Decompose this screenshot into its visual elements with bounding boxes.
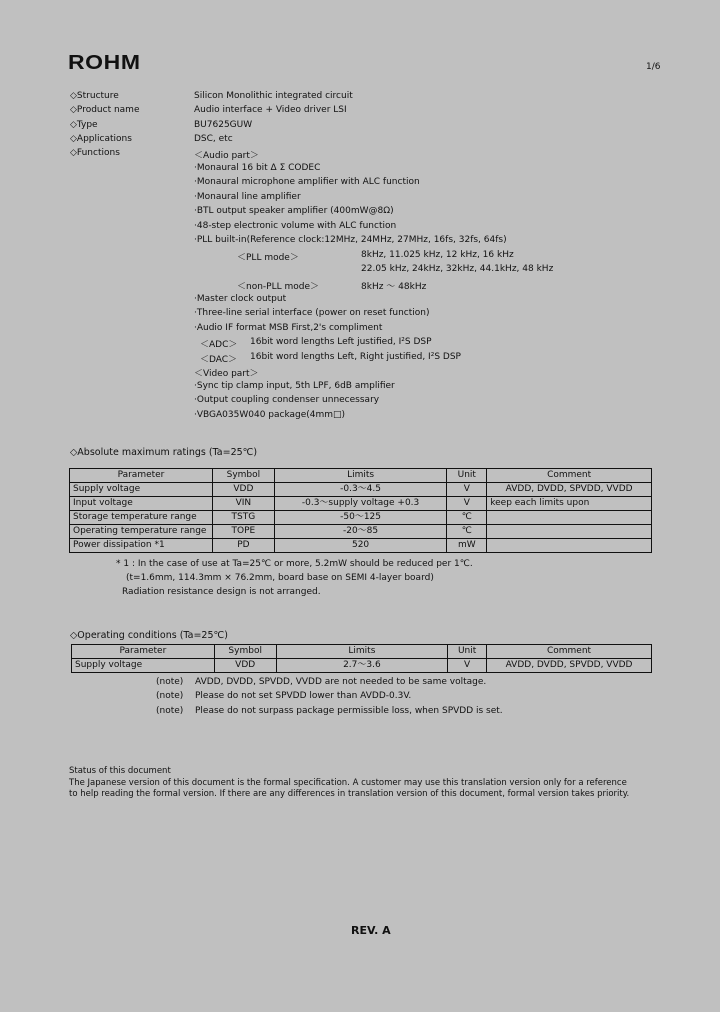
col-header: Symbol [214, 645, 276, 659]
cell-limits: 2.7～3.6 [276, 659, 448, 673]
table-row [70, 525, 652, 539]
cell-comment: keep each limits upon [487, 497, 652, 511]
audio-part-heading: ＜Audio part＞ [194, 151, 259, 161]
page-number: 1/6 [646, 62, 661, 72]
status-title: Status of this document [69, 766, 171, 776]
dac-format: 16bit word lengths Left, Right justified, I²S DSP [250, 352, 461, 362]
cell-limits: -20～85 [274, 525, 447, 539]
cell-limits: -0.3～supply voltage +0.3 [274, 497, 447, 511]
abs-max-table [69, 468, 652, 553]
cell-parameter: Storage temperature range [70, 511, 213, 525]
function-item: ·Master clock output [194, 294, 287, 304]
label-applications: ◇Applications [70, 134, 132, 144]
label-type: ◇Type [70, 120, 98, 130]
video-part-heading: ＜Video part＞ [194, 369, 259, 379]
pll-mode-freqs-2: 22.05 kHz, 24kHz, 32kHz, 44.1kHz, 48 kHz [361, 264, 554, 274]
video-item: ·Sync tip clamp input, 5th LPF, 6dB amplifier [194, 381, 395, 391]
non-pll-mode-freqs: 8kHz ～ 48kHz [361, 282, 427, 292]
rohm-logo: ROHM [68, 52, 141, 74]
note-tag: (note) [156, 677, 184, 687]
cell-parameter: Input voltage [70, 497, 213, 511]
pll-mode-freqs-1: 8kHz, 11.025 kHz, 12 kHz, 16 kHz [361, 250, 514, 260]
cell-unit: V [448, 659, 487, 673]
col-header: Comment [487, 469, 652, 483]
function-item: ·Monaural 16 bit Δ Σ CODEC [194, 163, 321, 173]
cell-parameter: Operating temperature range [70, 525, 213, 539]
label-product-name: ◇Product name [70, 105, 140, 115]
table-row [70, 497, 652, 511]
adc-format: 16bit word lengths Left justified, I²S DSP [250, 337, 432, 347]
cell-comment [487, 539, 652, 553]
cell-comment [487, 511, 652, 525]
value-type: BU7625GUW [194, 120, 253, 130]
note-tag: (note) [156, 691, 184, 701]
cell-limits: -0.3～4.5 [274, 483, 447, 497]
footnote: * 1 : In the case of use at Ta=25℃ or more, 5.2mW should be reduced per 1℃. [116, 559, 473, 569]
note-text: AVDD, DVDD, SPVDD, VVDD are not needed to be same voltage. [195, 677, 487, 687]
table-header-row [70, 469, 652, 483]
abs-max-title: ◇Absolute maximum ratings (Ta=25℃) [70, 447, 258, 458]
function-item: ·BTL output speaker amplifier (400mW@8Ω) [194, 206, 394, 216]
cell-limits: -50～125 [274, 511, 447, 525]
table-row [72, 659, 652, 673]
op-cond-title: ◇Operating conditions (Ta=25℃) [70, 630, 228, 641]
table-row [70, 539, 652, 553]
cell-unit: V [447, 483, 487, 497]
cell-comment: AVDD, DVDD, SPVDD, VVDD [487, 483, 652, 497]
value-applications: DSC, etc [194, 134, 233, 144]
video-item: ·Output coupling condenser unnecessary [194, 395, 380, 405]
status-text-line2: to help reading the formal version. If there are any differences in translation version of this document, formal version takes priority. [69, 789, 630, 799]
function-item: ·Monaural line amplifier [194, 192, 301, 202]
function-item: ·48-step electronic volume with ALC function [194, 221, 397, 231]
cell-unit: mW [447, 539, 487, 553]
cell-symbol: TSTG [212, 511, 274, 525]
cell-unit: V [447, 497, 487, 511]
cell-unit: ℃ [447, 525, 487, 539]
function-item: ·Monaural microphone amplifier with ALC function [194, 177, 420, 187]
footnote: (t=1.6mm, 114.3mm × 76.2mm, board base on SEMI 4-layer board) [126, 573, 434, 583]
label-structure: ◇Structure [70, 91, 119, 101]
adc-label: ＜ADC＞ [200, 340, 238, 350]
status-text-line1: The Japanese version of this document is the formal specification. A customer may use this translation version only for a reference [69, 778, 627, 788]
cell-symbol: PD [212, 539, 274, 553]
label-functions: ◇Functions [70, 148, 120, 158]
col-header: Parameter [70, 469, 213, 483]
cell-symbol: VIN [212, 497, 274, 511]
function-item: ·Audio IF format MSB First,2's compliment [194, 323, 383, 333]
col-header: Parameter [72, 645, 215, 659]
col-header: Symbol [212, 469, 274, 483]
cell-comment: AVDD, DVDD, SPVDD, VVDD [487, 659, 652, 673]
col-header: Limits [276, 645, 448, 659]
cell-symbol: VDD [212, 483, 274, 497]
cell-symbol: VDD [214, 659, 276, 673]
function-item: ·PLL built-in(Reference clock:12MHz, 24MHz, 27MHz, 16fs, 32fs, 64fs) [194, 235, 507, 245]
cell-parameter: Power dissipation *1 [70, 539, 213, 553]
note-text: Please do not surpass package permissible loss, when SPVDD is set. [195, 706, 503, 716]
col-header: Unit [448, 645, 487, 659]
cell-parameter: Supply voltage [72, 659, 215, 673]
cell-unit: ℃ [447, 511, 487, 525]
cell-limits: 520 [274, 539, 447, 553]
non-pll-mode-label: ＜non-PLL mode＞ [237, 282, 320, 292]
revision-label: REV. A [351, 924, 391, 937]
footnote: Radiation resistance design is not arranged. [122, 587, 321, 597]
video-item: ·VBGA035W040 package(4mm□) [194, 410, 346, 420]
col-header: Comment [487, 645, 652, 659]
col-header: Limits [274, 469, 447, 483]
cell-parameter: Supply voltage [70, 483, 213, 497]
pll-mode-label: ＜PLL mode＞ [237, 253, 299, 263]
dac-label: ＜DAC＞ [200, 355, 238, 365]
value-product-name: Audio interface + Video driver LSI [194, 105, 347, 115]
note-text: Please do not set SPVDD lower than AVDD-0.3V. [195, 691, 412, 701]
table-row [70, 483, 652, 497]
cell-symbol: TOPE [212, 525, 274, 539]
col-header: Unit [447, 469, 487, 483]
op-cond-table [71, 644, 652, 673]
function-item: ·Three-line serial interface (power on reset function) [194, 308, 430, 318]
table-header-row [72, 645, 652, 659]
value-structure: Silicon Monolithic integrated circuit [194, 91, 353, 101]
cell-comment [487, 525, 652, 539]
table-row [70, 511, 652, 525]
note-tag: (note) [156, 706, 184, 716]
